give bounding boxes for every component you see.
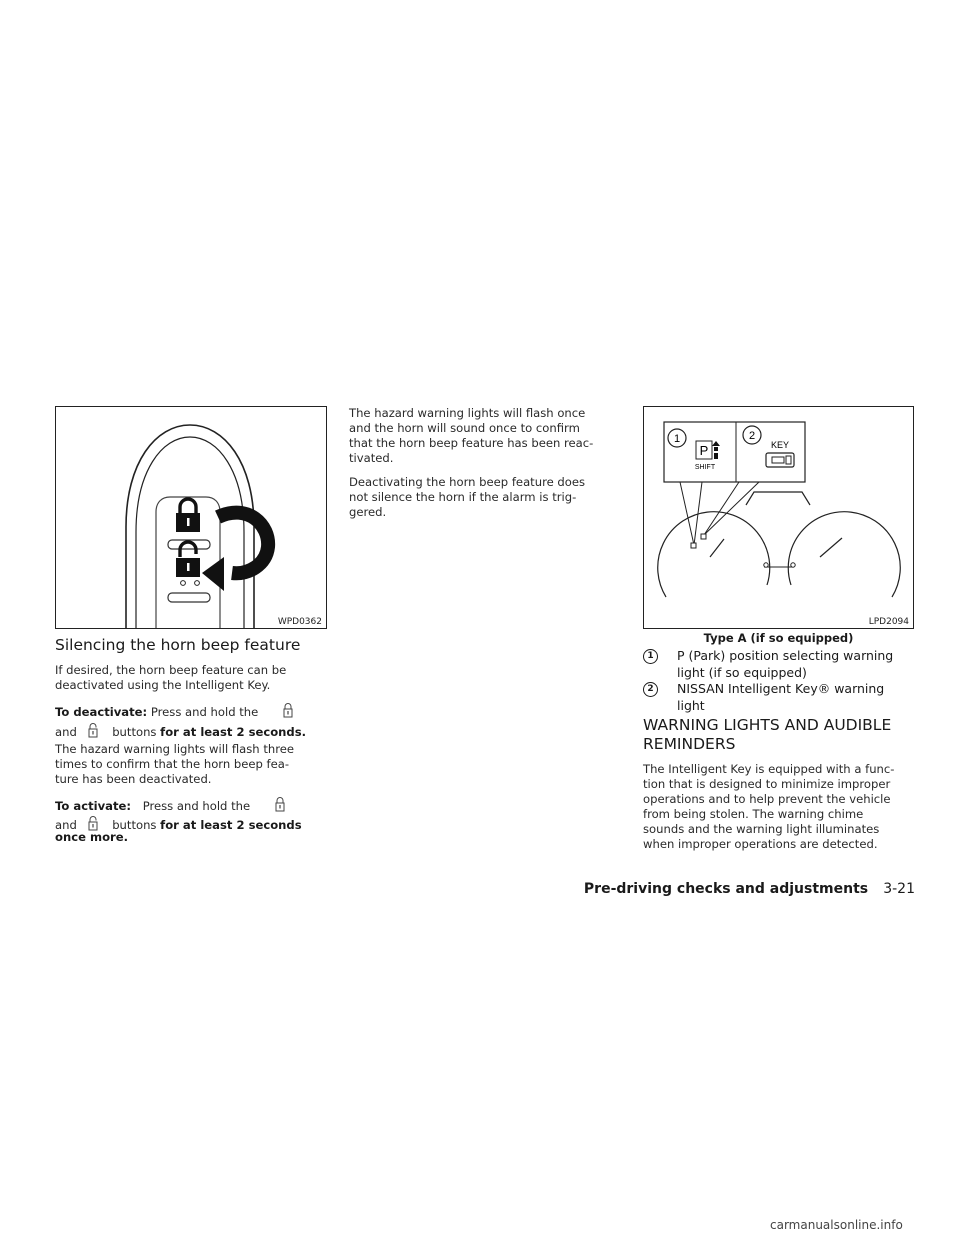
activate-line-2: and buttons for at least 2 seconds bbox=[55, 815, 335, 830]
legend-item-1: 1 P (Park) position selecting warning light (if so equipped) bbox=[643, 648, 918, 682]
svg-text:P: P bbox=[699, 443, 709, 458]
section-heading: Silencing the horn beep feature bbox=[55, 636, 301, 654]
intelligent-key-paragraph: The Intelligent Key is equipped with a func- tion that is designed to minimize improper operations and to help prevent the vehicle from being stolen. The warning chime sounds and the warning light illuminates when improper operations are detected. bbox=[643, 762, 895, 851]
figure-caption: Type A (if so equipped) bbox=[703, 631, 854, 645]
key-fob-illustration bbox=[56, 407, 326, 628]
figure-code: WPD0362 bbox=[277, 617, 322, 627]
svg-text:2: 2 bbox=[748, 430, 756, 442]
deactivate-line-2: and buttons for at least 2 seconds. bbox=[55, 722, 335, 737]
svg-text:KEY: KEY bbox=[770, 440, 790, 450]
unlock-button-icon bbox=[85, 722, 101, 738]
callout-number-1 bbox=[668, 429, 686, 447]
legend-item-2: 2 NISSAN Intelligent Key® warning light bbox=[643, 681, 918, 715]
lock-button-icon bbox=[272, 796, 288, 812]
key-fob-figure bbox=[55, 406, 327, 629]
warning-lights-heading: WARNING LIGHTS AND AUDIBLE REMINDERS bbox=[643, 716, 892, 753]
deactivate-label: To deactivate: bbox=[55, 705, 148, 719]
lock-button-icon bbox=[280, 702, 296, 718]
page-number: 3-21 bbox=[883, 881, 915, 897]
watermark: carmanualsonline.info bbox=[770, 1218, 903, 1232]
activate-line-1: To activate: Press and hold the bbox=[55, 796, 327, 811]
lock-icon bbox=[176, 499, 200, 532]
hazard-paragraph: The hazard warning lights will flash three times to confirm that the horn beep fea- ture has been deactivated. bbox=[55, 742, 295, 786]
number-1-icon: 1 bbox=[643, 649, 658, 664]
callout-number-2 bbox=[743, 426, 761, 444]
activate-line-3: once more. bbox=[55, 830, 129, 844]
intro-paragraph: If desired, the horn beep feature can be deactivated using the Intelligent Key. bbox=[55, 663, 287, 692]
figure-code: LPD2094 bbox=[868, 617, 909, 627]
unlock-button-icon bbox=[85, 815, 101, 831]
alarm-note-paragraph: Deactivating the horn beep feature does not silence the horn if the alarm is trig- gered. bbox=[349, 475, 586, 519]
reactivation-paragraph: The hazard warning lights will flash once and the horn will sound once to confirm that the horn beep feature has been reac- tivated. bbox=[349, 406, 594, 465]
svg-text:1: 1 bbox=[673, 433, 681, 445]
activate-label: To activate: bbox=[55, 799, 132, 813]
chapter-title: Pre-driving checks and adjustments bbox=[583, 881, 869, 897]
curved-arrow-icon bbox=[202, 513, 268, 591]
page-footer bbox=[580, 878, 915, 897]
deactivate-line-1: To deactivate: Press and hold the bbox=[55, 702, 327, 717]
svg-text:SHIFT: SHIFT bbox=[694, 464, 716, 471]
number-2-icon: 2 bbox=[643, 682, 658, 697]
instrument-cluster-illustration bbox=[644, 407, 913, 628]
instrument-cluster-figure bbox=[643, 406, 914, 629]
